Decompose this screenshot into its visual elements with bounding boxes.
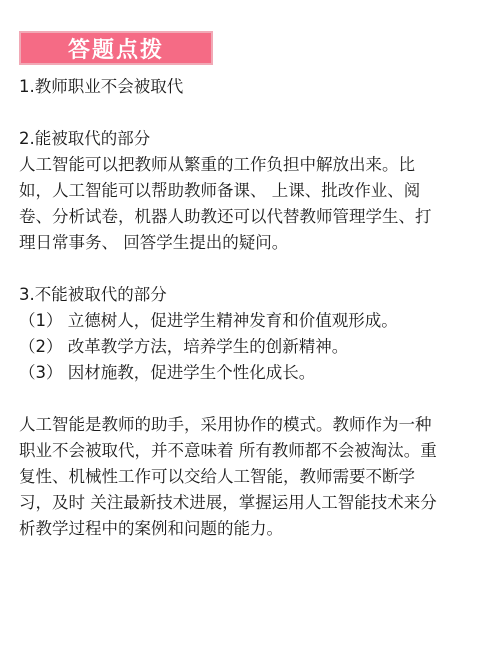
paragraph-gap	[19, 100, 485, 126]
section-2-heading: 2.能被取代的部分	[19, 129, 151, 148]
paragraph-gap	[19, 386, 485, 412]
paragraph-gap	[19, 256, 485, 282]
section-3-item: （1） 立德树人，促进学生精神发育和价值观形成。	[19, 311, 398, 330]
section-3-heading: 3.不能被取代的部分	[19, 285, 167, 304]
section-1-heading: 1.教师职业不会被取代	[19, 77, 184, 96]
summary-line: 复性、机械性工作可以交给人工智能，教师需要不断学	[19, 467, 415, 486]
summary-line: 习，及时 关注最新技术进展，掌握运用人工智能技术来分	[19, 493, 437, 512]
title-badge	[19, 31, 213, 65]
summary-line: 人工智能是教师的助手，采用协作的模式。教师作为一种	[19, 415, 432, 434]
section-2-line: 如，人工智能可以帮助教师备课、 上课、批改作业、阅	[19, 181, 421, 200]
summary-line: 职业不会被取代，并不意味着 所有教师都不会被淘汰。重	[19, 441, 437, 460]
section-2-line: 理日常事务、 回答学生提出的疑问。	[19, 233, 289, 252]
page-title: 答题点拨	[67, 37, 164, 63]
summary-line: 析教学过程中的案例和问题的能力。	[19, 519, 283, 538]
section-3-item: （2） 改革教学方法，培养学生的创新精神。	[19, 337, 349, 356]
section-2-line: 人工智能可以把教师从繁重的工作负担中解放出来。比	[19, 155, 415, 174]
section-2-line: 卷、分析试卷，机器人助教还可以代替教师管理学生、打	[19, 207, 432, 226]
article-body	[19, 74, 485, 542]
section-3-item: （3） 因材施教，促进学生个性化成长。	[19, 363, 316, 382]
